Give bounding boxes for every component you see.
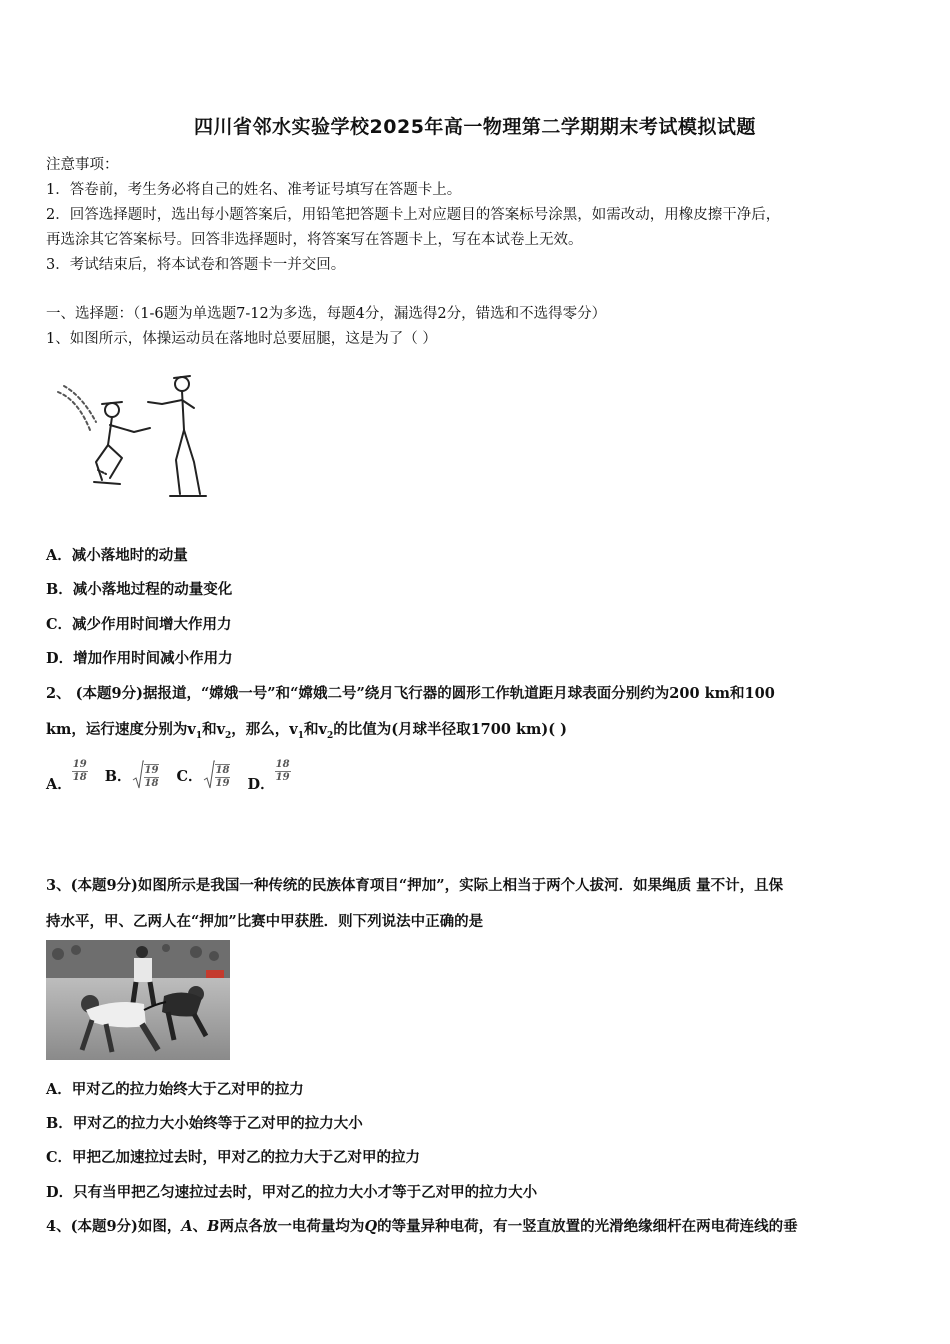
q2-option-b: B． $\frac{19}{18}$	[105, 760, 160, 794]
notice-item-2-cont: 再选涂其它答案标号。回答非选择题时，将答案写在答题卡上，写在本试卷上无效。	[46, 232, 583, 248]
sqrt-icon	[203, 760, 215, 794]
q3-option-b: B．甲对乙的拉力大小始终等于乙对甲的拉力大小	[46, 1115, 363, 1132]
q2-option-d: D． $\frac{18}{19}$	[247, 759, 290, 793]
q4-stem: 4、(本题9分)如图，A、B两点各放一电荷量均为Q的等量异种电荷，有一竖直放置的光滑绝缘细杆在两电荷连线的垂	[46, 1218, 798, 1235]
q2-option-c-fraction: $\frac{18}{19}$	[215, 765, 230, 789]
page-title: 四川省邻水实验学校2025年高一物理第二学期期末考试模拟试题	[194, 116, 756, 138]
section-heading: 一、选择题：（1-6题为单选题7-12为多选，每题4分，漏选得2分，错选和不选得零分）	[46, 306, 607, 322]
q3-stem-line2: 持水平，甲、乙两人在“押加”比赛中甲获胜．则下列说法中正确的是	[46, 913, 484, 930]
q3-option-c: C．甲把乙加速拉过去时，甲对乙的拉力大于乙对甲的拉力	[46, 1149, 421, 1166]
q1-option-a: A．减小落地时的动量	[46, 547, 188, 564]
q2-option-d-fraction: $\frac{18}{19}$	[275, 759, 290, 783]
sqrt-icon	[132, 760, 144, 794]
q2-options	[46, 760, 291, 804]
q2-option-a-fraction: $\frac{19}{18}$	[72, 759, 87, 783]
q3-option-d: D．只有当甲把乙匀速拉过去时，甲对乙的拉力大小才等于乙对甲的拉力大小	[46, 1184, 538, 1201]
notice-item-1: 1．答卷前，考生务必将自己的姓名、准考证号填写在答题卡上。	[46, 182, 462, 198]
q2-stem-line1: 2、 (本题9分)据报道，“嫦娥一号”和“嫦娥二号”绕月飞行器的圆形工作轨道距月球表面分别约为200 km和100	[46, 685, 775, 702]
q2-stem-line2: km，运行速度分别为$v_1$和$v_2$，那么，$v_1$和$v_2$的比值为(月球半径取1700 km)( )	[46, 721, 567, 741]
q2-option-c: C． $\frac{18}{19}$	[177, 760, 231, 794]
q2-option-a: A． $\frac{19}{18}$	[46, 759, 87, 793]
yajia-contest-photo	[46, 940, 230, 1060]
q2-option-b-fraction: $\frac{19}{18}$	[144, 765, 159, 789]
notice-item-2: 2．回答选择题时，选出每小题答案后，用铅笔把答题卡上对应题目的答案标号涂黑，如需改动，用橡皮擦干净后，	[46, 207, 781, 223]
q3-stem-line1: 3、(本题9分)如图所示是我国一种传统的民族体育项目“押加”，实际上相当于两个人拔河．如果绳质 量不计，且保	[46, 877, 784, 894]
q3-option-a: A．甲对乙的拉力始终大于乙对甲的拉力	[46, 1081, 304, 1098]
q1-option-d: D．增加作用时间减小作用力	[46, 650, 233, 667]
notice-heading: 注意事项：	[46, 157, 119, 173]
notice-item-3: 3．考试结束后，将本试卷和答题卡一并交回。	[46, 257, 346, 273]
q1-option-c: C．减少作用时间增大作用力	[46, 616, 232, 633]
gymnast-landing-figure	[50, 370, 210, 502]
q1-option-b: B．减小落地过程的动量变化	[46, 581, 233, 598]
q1-stem: 1、如图所示，体操运动员在落地时总要屈腿，这是为了（ ）	[46, 331, 437, 347]
